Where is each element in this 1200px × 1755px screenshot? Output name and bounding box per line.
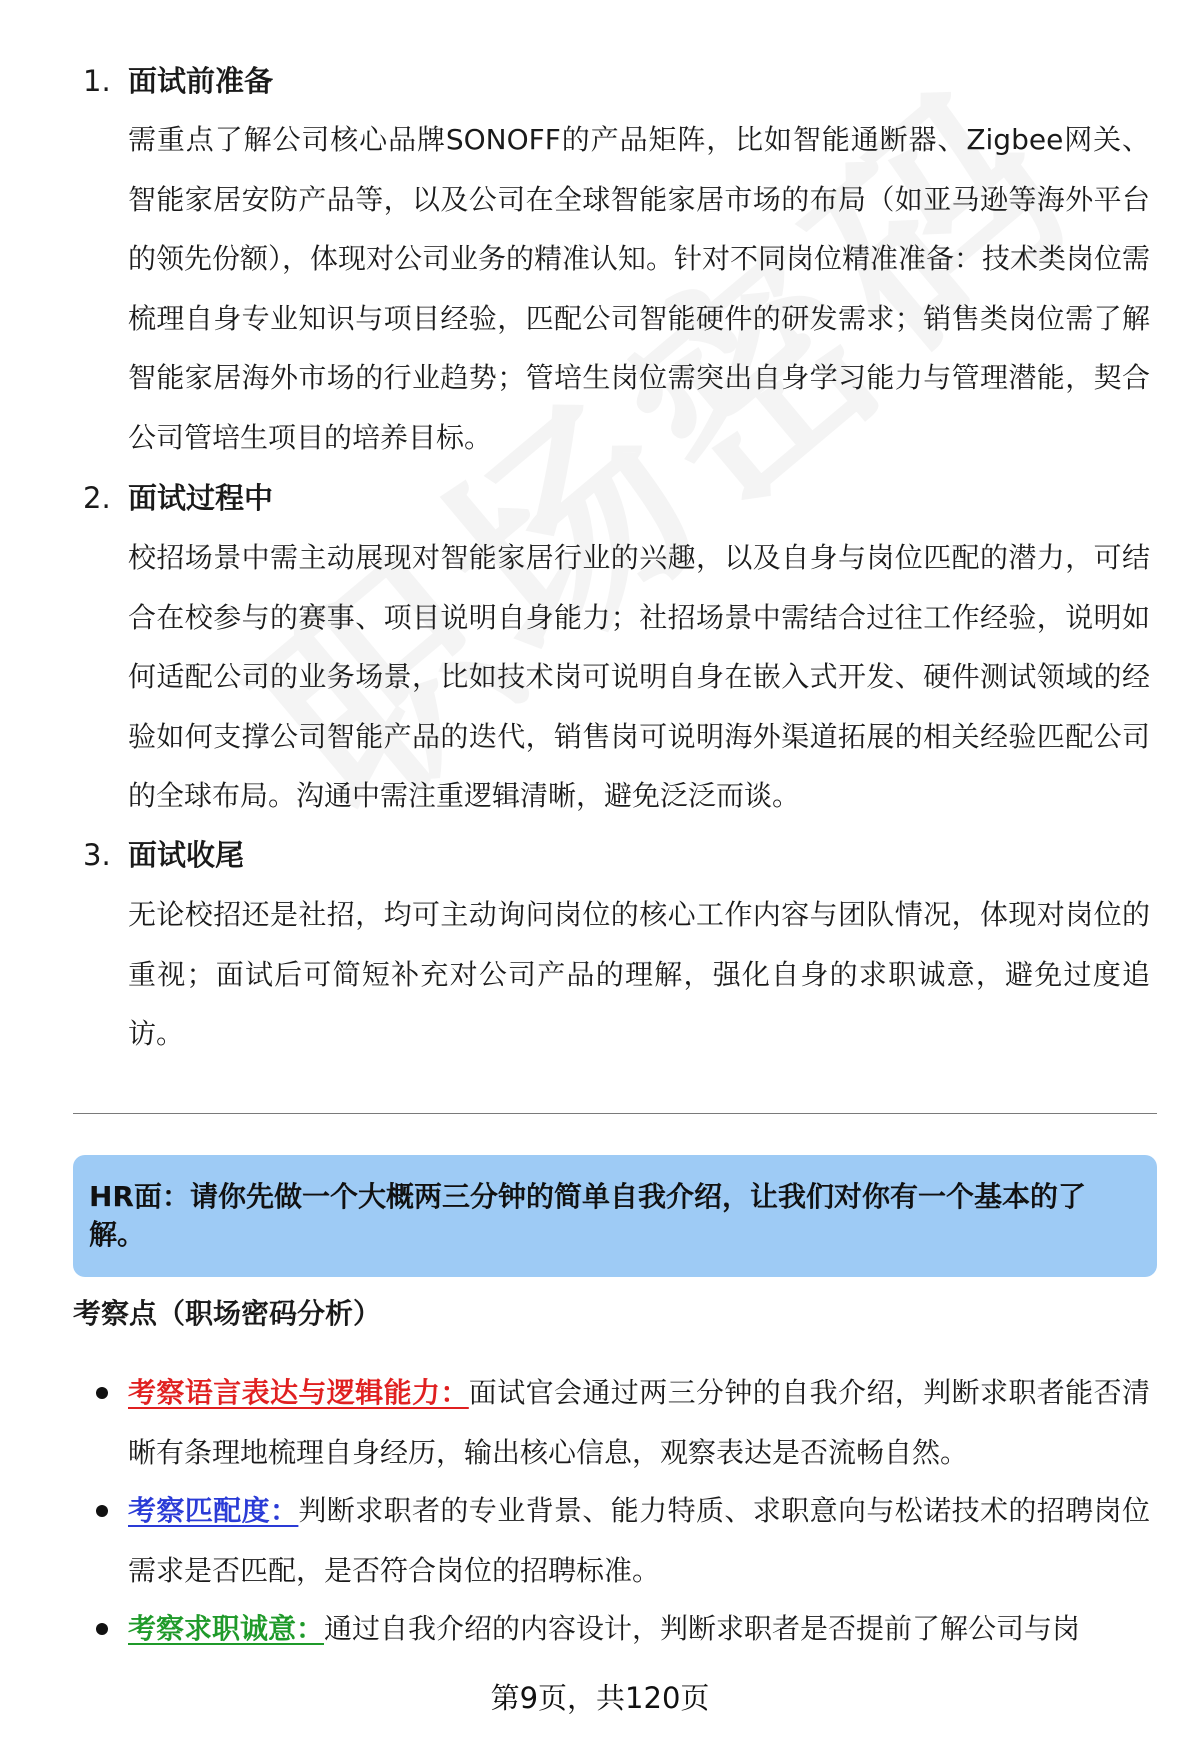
analysis-point-3 — [128, 1599, 1150, 1659]
section-1-title: 面试前准备 — [128, 64, 274, 98]
section-2-number: 2. — [83, 481, 111, 515]
bullet-dot-1 — [96, 1387, 108, 1399]
section-3-heading — [83, 835, 244, 875]
bullet-dot-2 — [96, 1505, 108, 1517]
section-1-heading — [83, 61, 273, 101]
section-2-body: 校招场景中需主动展现对智能家居行业的兴趣，以及自身与岗位匹配的潜力，可结合在校参与的赛事、项目说明自身能力；社招场景中需结合过往工作经验，说明如何适配公司的业务场景，比如技术岗可说明自身在嵌入式开发、硬件测试领域的经验如何支撑公司智能产品的迭代，销售岗可说明海外渠道拓展的相关经验匹配公司的全球布局。沟通中需注重逻辑清晰，避免泛泛而谈。 — [128, 541, 1150, 812]
section-1-body: 需重点了解公司核心品牌SONOFF的产品矩阵，比如智能通断器、Zigbee网关、智能家居安防产品等，以及公司在全球智能家居市场的布局（如亚马逊等海外平台的领先份额），体现对公司业务的精准认知。针对不同岗位精准准备：技术类岗位需梳理自身专业知识与项目经验，匹配公司智能硬件的研发需求；销售类岗位需了解智能家居海外市场的行业趋势；管培生岗位需突出自身学习能力与管理潜能，契合公司管培生项目的培养目标。 — [128, 123, 1151, 454]
analysis-point-3-text: 通过自我介绍的内容设计，判断求职者是否提前了解公司与岗 — [324, 1612, 1081, 1645]
analysis-point-3-tag: 考察求职诚意： — [128, 1612, 325, 1645]
bullet-dot-3 — [96, 1623, 108, 1635]
page-number: 第9页，共120页 — [490, 1681, 710, 1715]
section-2-heading — [83, 478, 273, 518]
section-3-title: 面试收尾 — [128, 838, 245, 872]
analysis-point-1-text: 面试官会通过两三分钟的自我介绍，判断求职者能否清晰有条理地梳理自身经历，输出核心信息，观察表达是否流畅自然。 — [128, 1376, 1150, 1469]
section-1-number: 1. — [83, 64, 111, 98]
analysis-point-1-tag: 考察语言表达与逻辑能力： — [128, 1376, 469, 1409]
section-3-body: 无论校招还是社招，均可主动询问岗位的核心工作内容与团队情况，体现对岗位的重视；面试后可简短补充对公司产品的理解，强化自身的求职诚意，避免过度追访。 — [128, 898, 1150, 1050]
interview-question-text: HR面：请你先做一个大概两三分钟的简单自我介绍，让我们对你有一个基本的了解。 — [89, 1180, 1086, 1251]
analysis-point-1 — [128, 1363, 1150, 1482]
analysis-point-2 — [128, 1481, 1150, 1600]
analysis-title: 考察点（职场密码分析） — [73, 1297, 382, 1330]
section-3-number: 3. — [83, 838, 111, 872]
section-2-title: 面试过程中 — [128, 481, 274, 515]
analysis-point-2-text: 判断求职者的专业背景、能力特质、求职意向与松诺技术的招聘岗位需求是否匹配，是否符合岗位的招聘标准。 — [128, 1494, 1150, 1587]
interview-question-box — [73, 1155, 1157, 1277]
analysis-point-2-tag: 考察匹配度： — [128, 1494, 299, 1527]
section-divider — [73, 1113, 1157, 1114]
